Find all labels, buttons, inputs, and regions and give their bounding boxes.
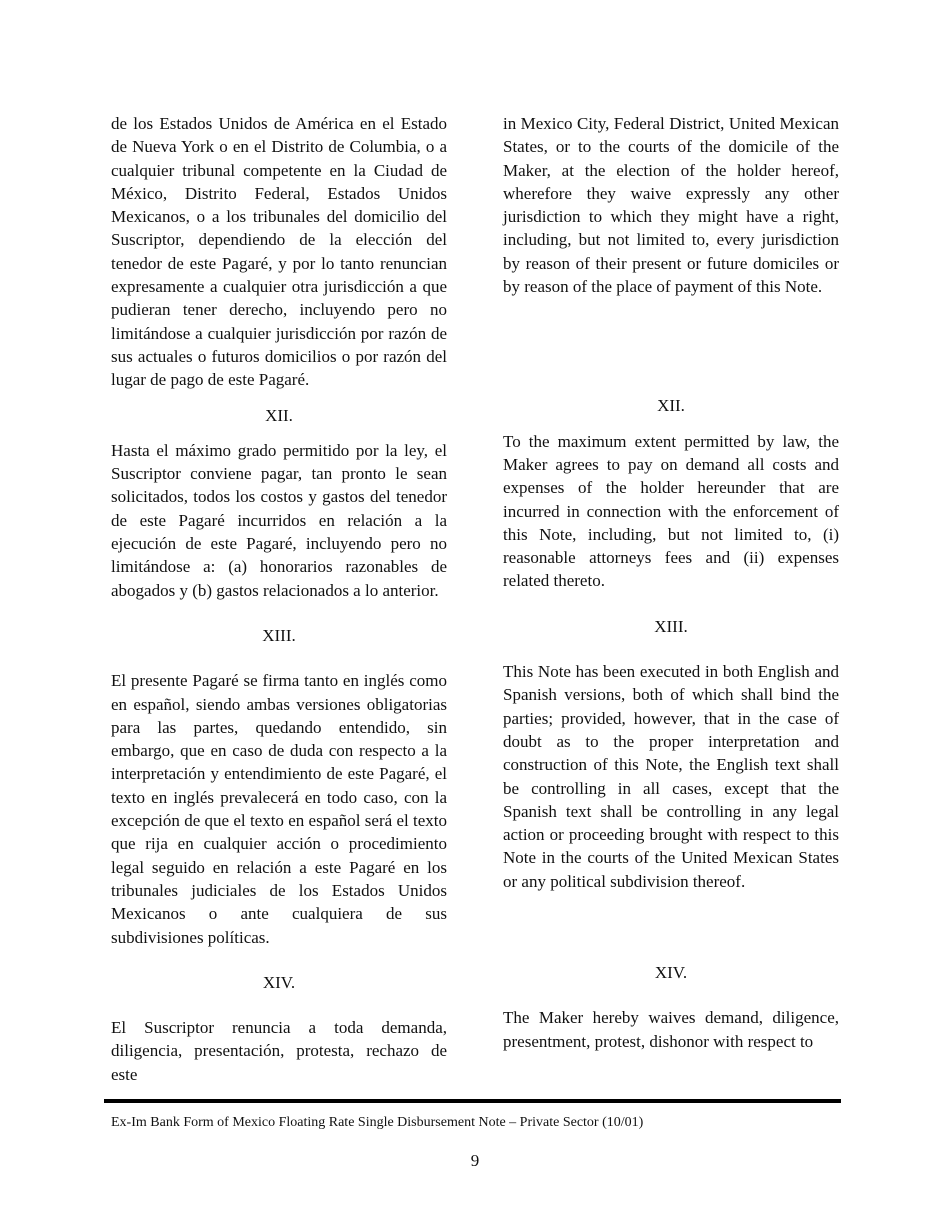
spanish-paragraph-language: El presente Pagaré se firma tanto en inglés como en español, siendo ambas versiones obligatorias para las partes, quedando entendido, sin embargo, que en caso de duda con respecto a la interpretación y entendimiento de este Pagaré, el texto en inglés prevalecerá en todo caso, con la excepción de que el texto en español será el texto que rija en cualquier acción o procedimiento legal seguido en relación a este Pagaré en los tribunales judiciales de los Estados Unidos Mexicanos o ante cualquiera de sus subdivisiones políticas. xyxy=(111,671,447,947)
spanish-section-heading-xii: XII. xyxy=(265,405,293,425)
english-paragraph-waiver: The Maker hereby waives demand, diligence, presentment, protest, dishonor with respect to xyxy=(503,1008,839,1051)
spanish-paragraph-waiver: El Suscriptor renuncia a toda demanda, diligencia, presentación, protesta, rechazo de este xyxy=(111,1018,447,1084)
english-section-heading-xii: XII. xyxy=(657,396,685,416)
footer-rule xyxy=(104,1099,841,1103)
english-paragraph-language: This Note has been executed in both English and Spanish versions, both of which shall bind the parties; provided, however, that in the case of doubt as to the proper interpretation and construction of this Note, the English text shall be controlling in all cases, except that the Spanish text shall be controlling in any legal action or proceeding brought with respect to this Note in the courts of the United Mexican States or any political subdivision thereof. xyxy=(503,662,839,891)
spanish-paragraph-costs: Hasta el máximo grado permitido por la ley, el Suscriptor conviene pagar, tan pronto le sean solicitados, todos los costos y gastos del tenedor de este Pagaré incurridos en relación a la ejecución de este Pagaré, incluyendo pero no limitándose a: (a) honorarios razonables de abogados y (b) gastos relacionados a lo anterior. xyxy=(111,440,447,600)
english-section-heading-xiv: XIV. xyxy=(654,963,688,983)
spanish-paragraph-jurisdiction: de los Estados Unidos de América en el Estado de Nueva York o en el Distrito de Columbia, o a cualquier tribunal competente en la Ciudad de México, Distrito Federal, Estados Unidos Mexicanos, o a los tribunales del domicilio del Suscriptor, dependiendo de la elección del tenedor de este Pagaré, y por lo tanto renuncian expresamente a cualquier otra jurisdicción a que pudieran tener derecho, incluyendo pero no limitándose a cualquier jurisdicción por razón de sus actuales o futuros domicilios o por razón del lugar de pago de este Pagaré. xyxy=(111,114,447,390)
spanish-section-heading-xiv: XIV. xyxy=(262,972,296,992)
spanish-column xyxy=(111,112,447,1086)
footer-form-text: Ex-Im Bank Form of Mexico Floating Rate Single Disbursement Note – Private Sector (10/01) xyxy=(111,1115,644,1130)
spanish-section-heading-xiii: XIII. xyxy=(262,625,296,645)
english-paragraph-jurisdiction: in Mexico City, Federal District, United Mexican States, or to the courts of the domicile of the Maker, at the election of the holder hereof, wherefore they waive expressly any other jurisdiction to which they might have a right, including, but not limited to, every jurisdiction by reason of their present or future domiciles or by reason of the place of payment of this Note. xyxy=(503,114,839,297)
english-paragraph-costs: To the maximum extent permitted by law, the Maker agrees to pay on demand all costs and expenses of the holder hereunder that are incurred in connection with the enforcement of this Note, including, but not limited to, (i) reasonable attorneys fees and (ii) expenses related thereto. xyxy=(503,431,839,591)
page-number: 9 xyxy=(470,1151,480,1170)
english-column xyxy=(503,112,839,1053)
english-section-heading-xiii: XIII. xyxy=(654,616,688,636)
